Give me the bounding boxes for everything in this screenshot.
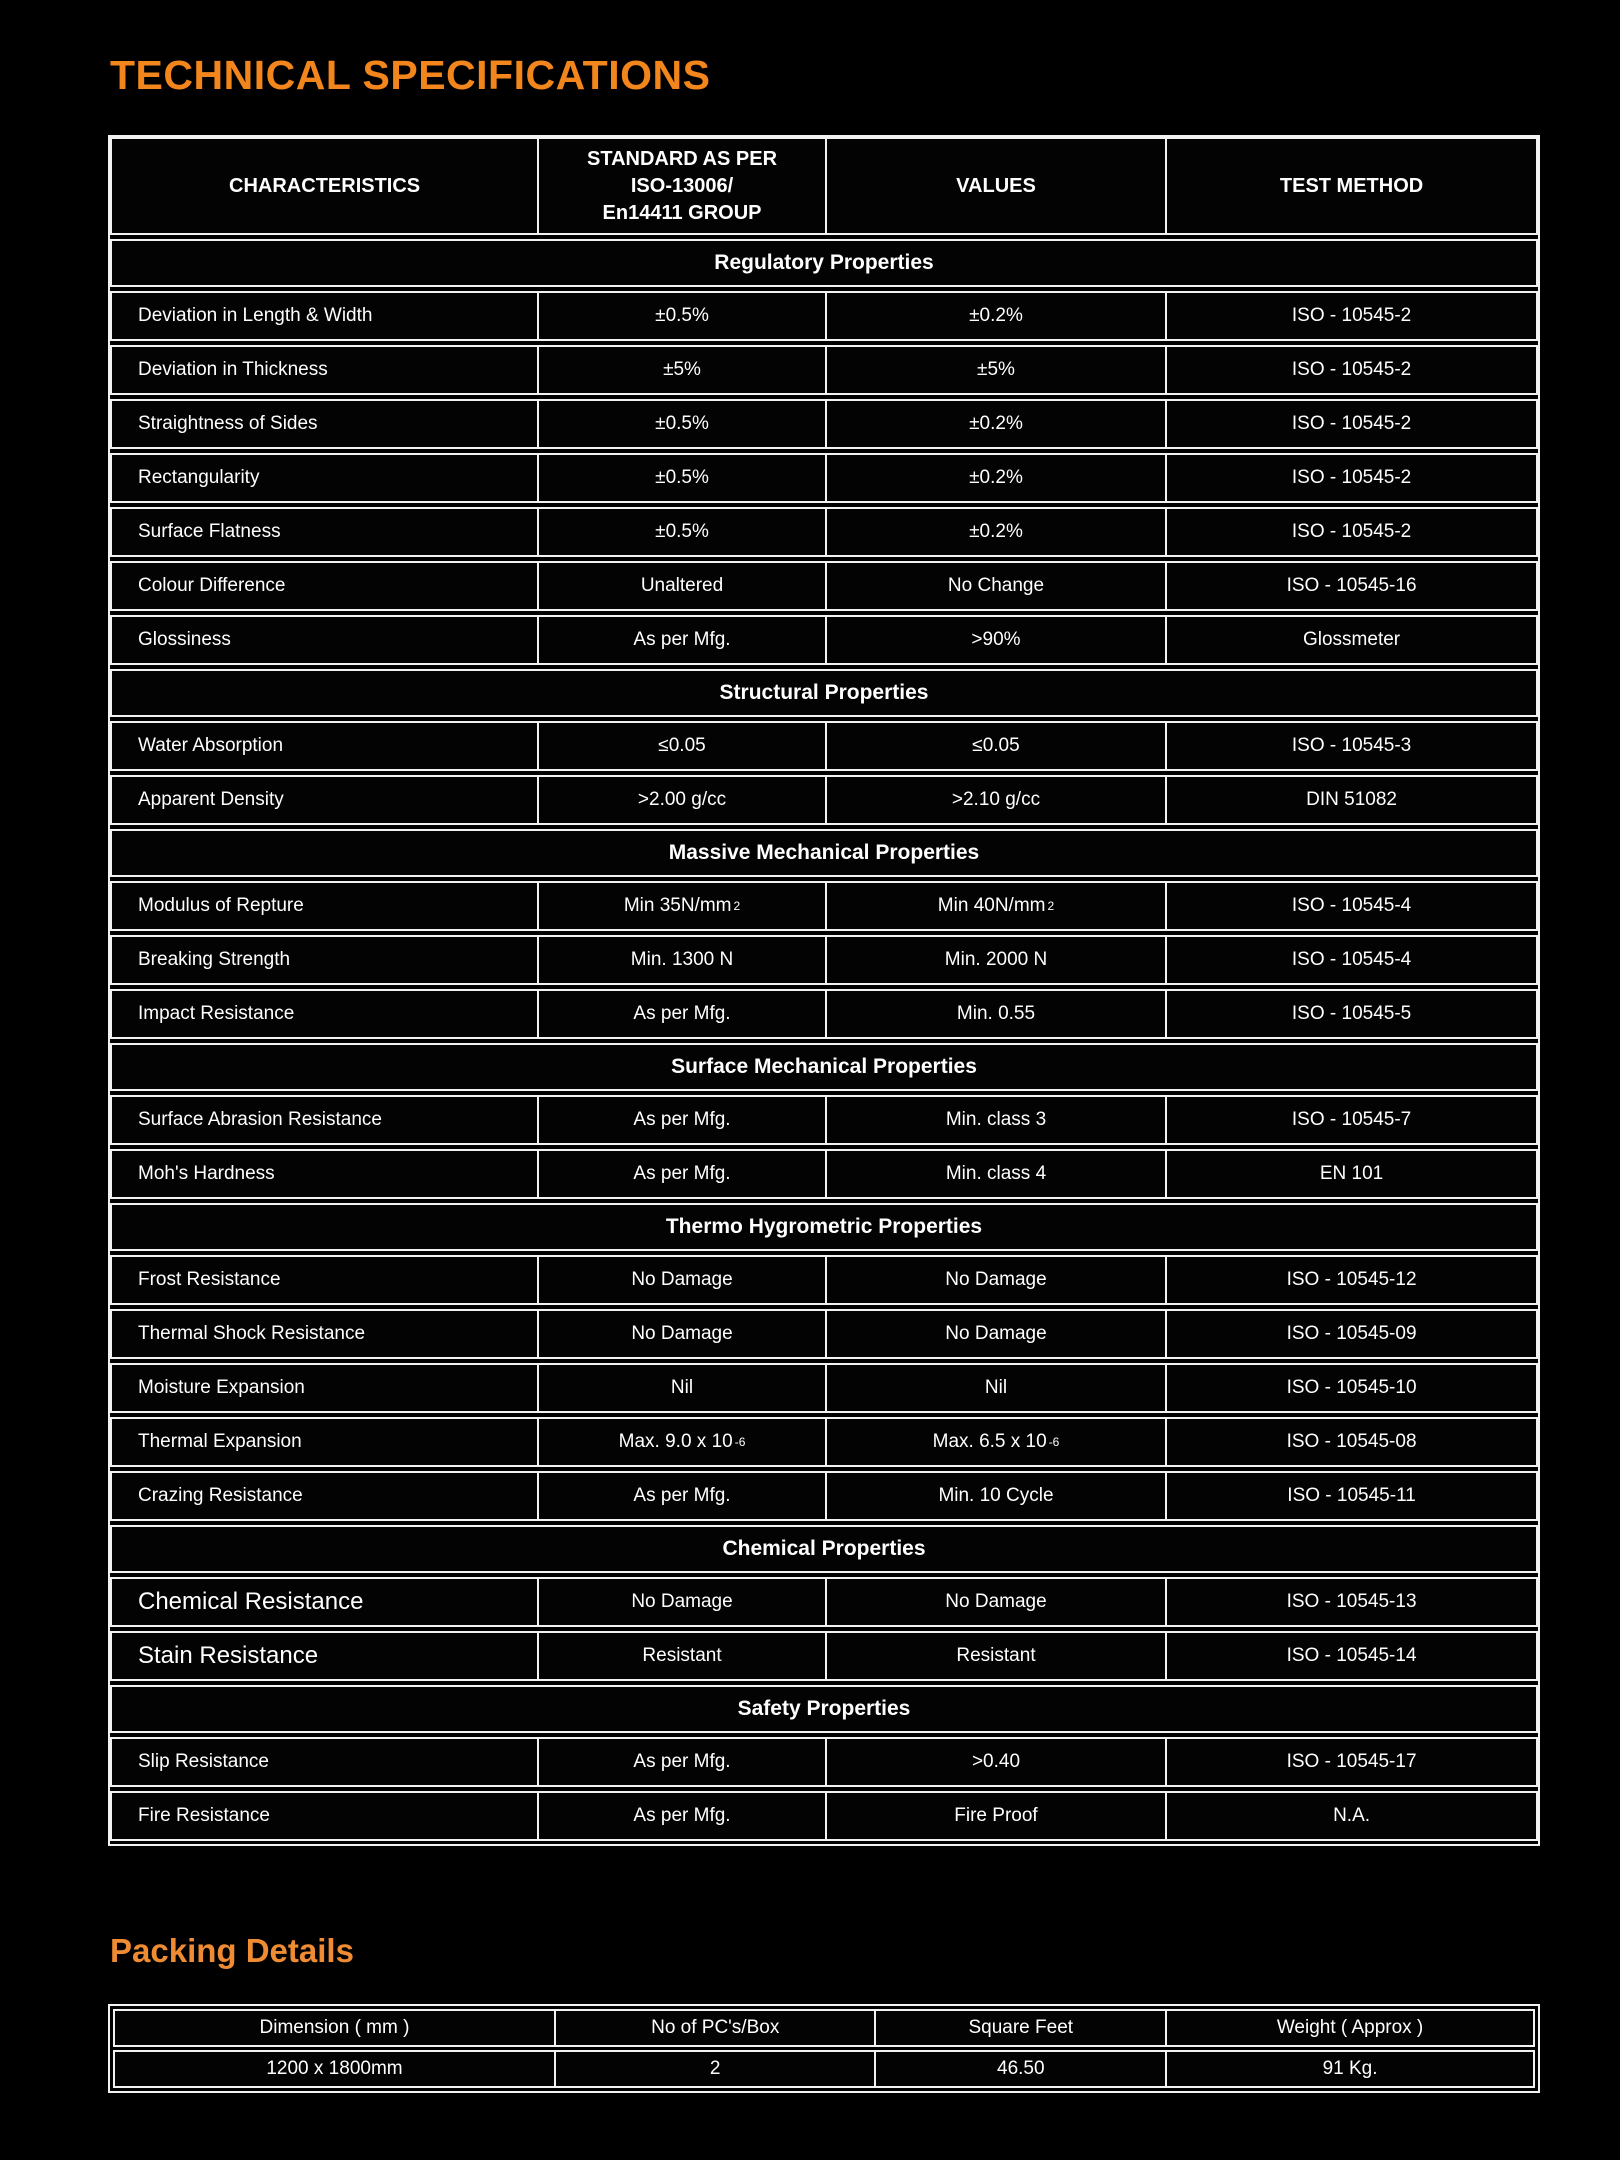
value-cell: ±0.2% [827,293,1167,339]
test-method-cell: ISO - 10545-10 [1286,1376,1417,1398]
table-row [110,881,1538,931]
section-header-row [110,1203,1538,1251]
value-cell: ±0.2% [827,401,1167,447]
standard-value-cell: As per Mfg. [539,617,827,663]
test-method-cell: ISO - 10545-2 [1291,412,1412,434]
characteristic-cell: Colour Difference [112,563,539,609]
table-row [110,345,1538,395]
section-header-row [110,1525,1538,1573]
characteristic-cell: Slip Resistance [112,1739,539,1785]
section-title: Chemical Properties [722,1537,926,1561]
section-header-row [110,239,1538,287]
characteristic-cell: Stain Resistance [112,1633,539,1679]
standard-value-cell: Unaltered [539,563,827,609]
col-header-characteristics: CHARACTERISTICS [112,139,539,233]
standard-value-cell: Resistant [539,1633,827,1679]
test-method-cell: ISO - 10545-3 [1291,734,1412,756]
standard-value-cell: ±0.5% [539,293,827,339]
test-method-cell: ISO - 10545-14 [1286,1644,1417,1666]
test-method-cell: ISO - 10545-11 [1287,1484,1416,1506]
value-cell: Max. 6.5 x 10 -6 [827,1419,1167,1465]
col-header-values: VALUES [827,139,1167,233]
standard-value-cell: ≤0.05 [539,723,827,769]
standard-value-cell: ±5% [539,347,827,393]
standard-value-cell: No Damage [539,1311,827,1357]
characteristic-cell: Thermal Shock Resistance [112,1311,539,1357]
characteristic-cell: Fire Resistance [112,1793,539,1839]
packing-col-square-feet: Square Feet [876,2011,1167,2045]
standard-value-cell: As per Mfg. [539,1739,827,1785]
value-cell: Resistant [827,1633,1167,1679]
packing-value-weight: 91 Kg. [1322,2058,1378,2079]
section-header-row [110,669,1538,717]
table-row [110,989,1538,1039]
table-row [110,1363,1538,1413]
value-cell: Min. 0.55 [827,991,1167,1037]
test-method-cell: ISO - 10545-12 [1286,1268,1417,1290]
table-row [110,1577,1538,1627]
test-method-cell: Glossmeter [1302,628,1401,650]
table-row [110,399,1538,449]
value-cell: >90% [827,617,1167,663]
standard-value-cell: Min. 1300 N [539,937,827,983]
packing-value-square-feet: 46.50 [876,2052,1167,2086]
standard-value-cell: As per Mfg. [539,1151,827,1197]
value-cell: >0.40 [827,1739,1167,1785]
table-row [110,615,1538,665]
value-cell: Min. class 4 [827,1151,1167,1197]
section-title: Massive Mechanical Properties [668,841,980,865]
test-method-cell: ISO - 10545-4 [1291,948,1412,970]
standard-value-cell: Max. 9.0 x 10 -6 [539,1419,827,1465]
section-header-row [110,1685,1538,1733]
characteristic-cell: Modulus of Repture [112,883,539,929]
col-header-standard-line2: ISO-13006/ [630,174,734,197]
spec-table-body [110,239,1538,1841]
packing-table [108,2004,1540,2093]
table-row [110,1631,1538,1681]
section-title: Thermo Hygrometric Properties [665,1215,983,1239]
table-row [110,1309,1538,1359]
col-header-standard-line1: STANDARD AS PER [587,147,778,170]
packing-title: Packing Details [110,1932,354,1969]
table-row [110,507,1538,557]
section-title: Surface Mechanical Properties [671,1055,977,1079]
table-row [110,1471,1538,1521]
section-title: Safety Properties [737,1697,911,1721]
table-row [110,721,1538,771]
test-method-cell: ISO - 10545-4 [1291,894,1412,916]
test-method-cell: ISO - 10545-13 [1286,1590,1417,1612]
characteristic-cell: Surface Abrasion Resistance [112,1097,539,1143]
standard-value-cell: As per Mfg. [539,991,827,1037]
value-cell: ±5% [827,347,1167,393]
table-row [110,1791,1538,1841]
table-row [110,775,1538,825]
test-method-cell: DIN 51082 [1306,788,1397,810]
characteristic-cell: Crazing Resistance [112,1473,539,1519]
characteristic-cell: Glossiness [112,617,539,663]
table-row [110,935,1538,985]
value-cell: Min 40N/mm 2 [827,883,1167,929]
table-row [110,1417,1538,1467]
test-method-cell: ISO - 10545-16 [1286,574,1417,596]
section-title: Regulatory Properties [714,251,934,275]
test-method-cell: ISO - 10545-5 [1291,1002,1412,1024]
standard-value-cell: Nil [539,1365,827,1411]
standard-value-cell: As per Mfg. [539,1097,827,1143]
packing-col-weight: Weight ( Approx ) [1276,2017,1424,2038]
packing-value-row [113,2050,1535,2088]
value-cell: No Damage [827,1311,1167,1357]
standard-value-cell: Min 35N/mm 2 [539,883,827,929]
characteristic-cell: Thermal Expansion [112,1419,539,1465]
characteristic-cell: Moisture Expansion [112,1365,539,1411]
standard-value-cell: No Damage [539,1579,827,1625]
col-header-standard [539,139,827,233]
spec-table [108,135,1540,1846]
test-method-cell: ISO - 10545-7 [1291,1108,1412,1130]
value-cell: No Change [827,563,1167,609]
standard-value-cell: ±0.5% [539,509,827,555]
col-header-test-method: TEST METHOD [1279,174,1424,197]
table-row [110,1149,1538,1199]
characteristic-cell: Chemical Resistance [112,1579,539,1625]
standard-value-cell: No Damage [539,1257,827,1303]
test-method-cell: ISO - 10545-2 [1291,304,1412,326]
standard-value-cell: As per Mfg. [539,1793,827,1839]
table-row [110,291,1538,341]
table-row [110,561,1538,611]
page-title: TECHNICAL SPECIFICATIONS [110,52,711,98]
standard-value-cell: ±0.5% [539,455,827,501]
value-cell: Min. 10 Cycle [827,1473,1167,1519]
value-cell: No Damage [827,1257,1167,1303]
section-header-row [110,1043,1538,1091]
characteristic-cell: Frost Resistance [112,1257,539,1303]
value-cell: ±0.2% [827,509,1167,555]
page [108,52,1540,2093]
packing-value-pcs-per-box: 2 [556,2052,876,2086]
standard-value-cell: >2.00 g/cc [539,777,827,823]
test-method-cell: ISO - 10545-2 [1291,520,1412,542]
test-method-cell: ISO - 10545-17 [1286,1750,1417,1772]
characteristic-cell: Apparent Density [112,777,539,823]
characteristic-cell: Deviation in Thickness [112,347,539,393]
test-method-cell: ISO - 10545-08 [1286,1430,1417,1452]
test-method-cell: N.A. [1333,1804,1371,1826]
spec-table-header-row [110,137,1538,235]
table-row [110,1255,1538,1305]
characteristic-cell: Breaking Strength [112,937,539,983]
section-header-row [110,829,1538,877]
standard-value-cell: As per Mfg. [539,1473,827,1519]
packing-col-pcs-per-box: No of PC's/Box [556,2011,876,2045]
value-cell: Nil [827,1365,1167,1411]
table-row [110,1737,1538,1787]
section-title: Structural Properties [719,681,929,705]
characteristic-cell: Surface Flatness [112,509,539,555]
table-row [110,453,1538,503]
characteristic-cell: Straightness of Sides [112,401,539,447]
col-header-standard-line3: En14411 GROUP [602,201,762,224]
test-method-cell: ISO - 10545-09 [1286,1322,1417,1344]
value-cell: ≤0.05 [827,723,1167,769]
value-cell: Min. class 3 [827,1097,1167,1143]
value-cell: >2.10 g/cc [827,777,1167,823]
characteristic-cell: Impact Resistance [112,991,539,1037]
value-cell: Min. 2000 N [827,937,1167,983]
value-cell: ±0.2% [827,455,1167,501]
packing-value-dimension: 1200 x 1800mm [115,2052,556,2086]
standard-value-cell: ±0.5% [539,401,827,447]
characteristic-cell: Deviation in Length & Width [112,293,539,339]
table-row [110,1095,1538,1145]
packing-header-row [113,2009,1535,2047]
test-method-cell: ISO - 10545-2 [1291,358,1412,380]
test-method-cell: ISO - 10545-2 [1291,466,1412,488]
characteristic-cell: Rectangularity [112,455,539,501]
value-cell: No Damage [827,1579,1167,1625]
test-method-cell: EN 101 [1319,1162,1384,1184]
characteristic-cell: Moh's Hardness [112,1151,539,1197]
value-cell: Fire Proof [827,1793,1167,1839]
characteristic-cell: Water Absorption [112,723,539,769]
packing-col-dimension: Dimension ( mm ) [115,2011,556,2045]
